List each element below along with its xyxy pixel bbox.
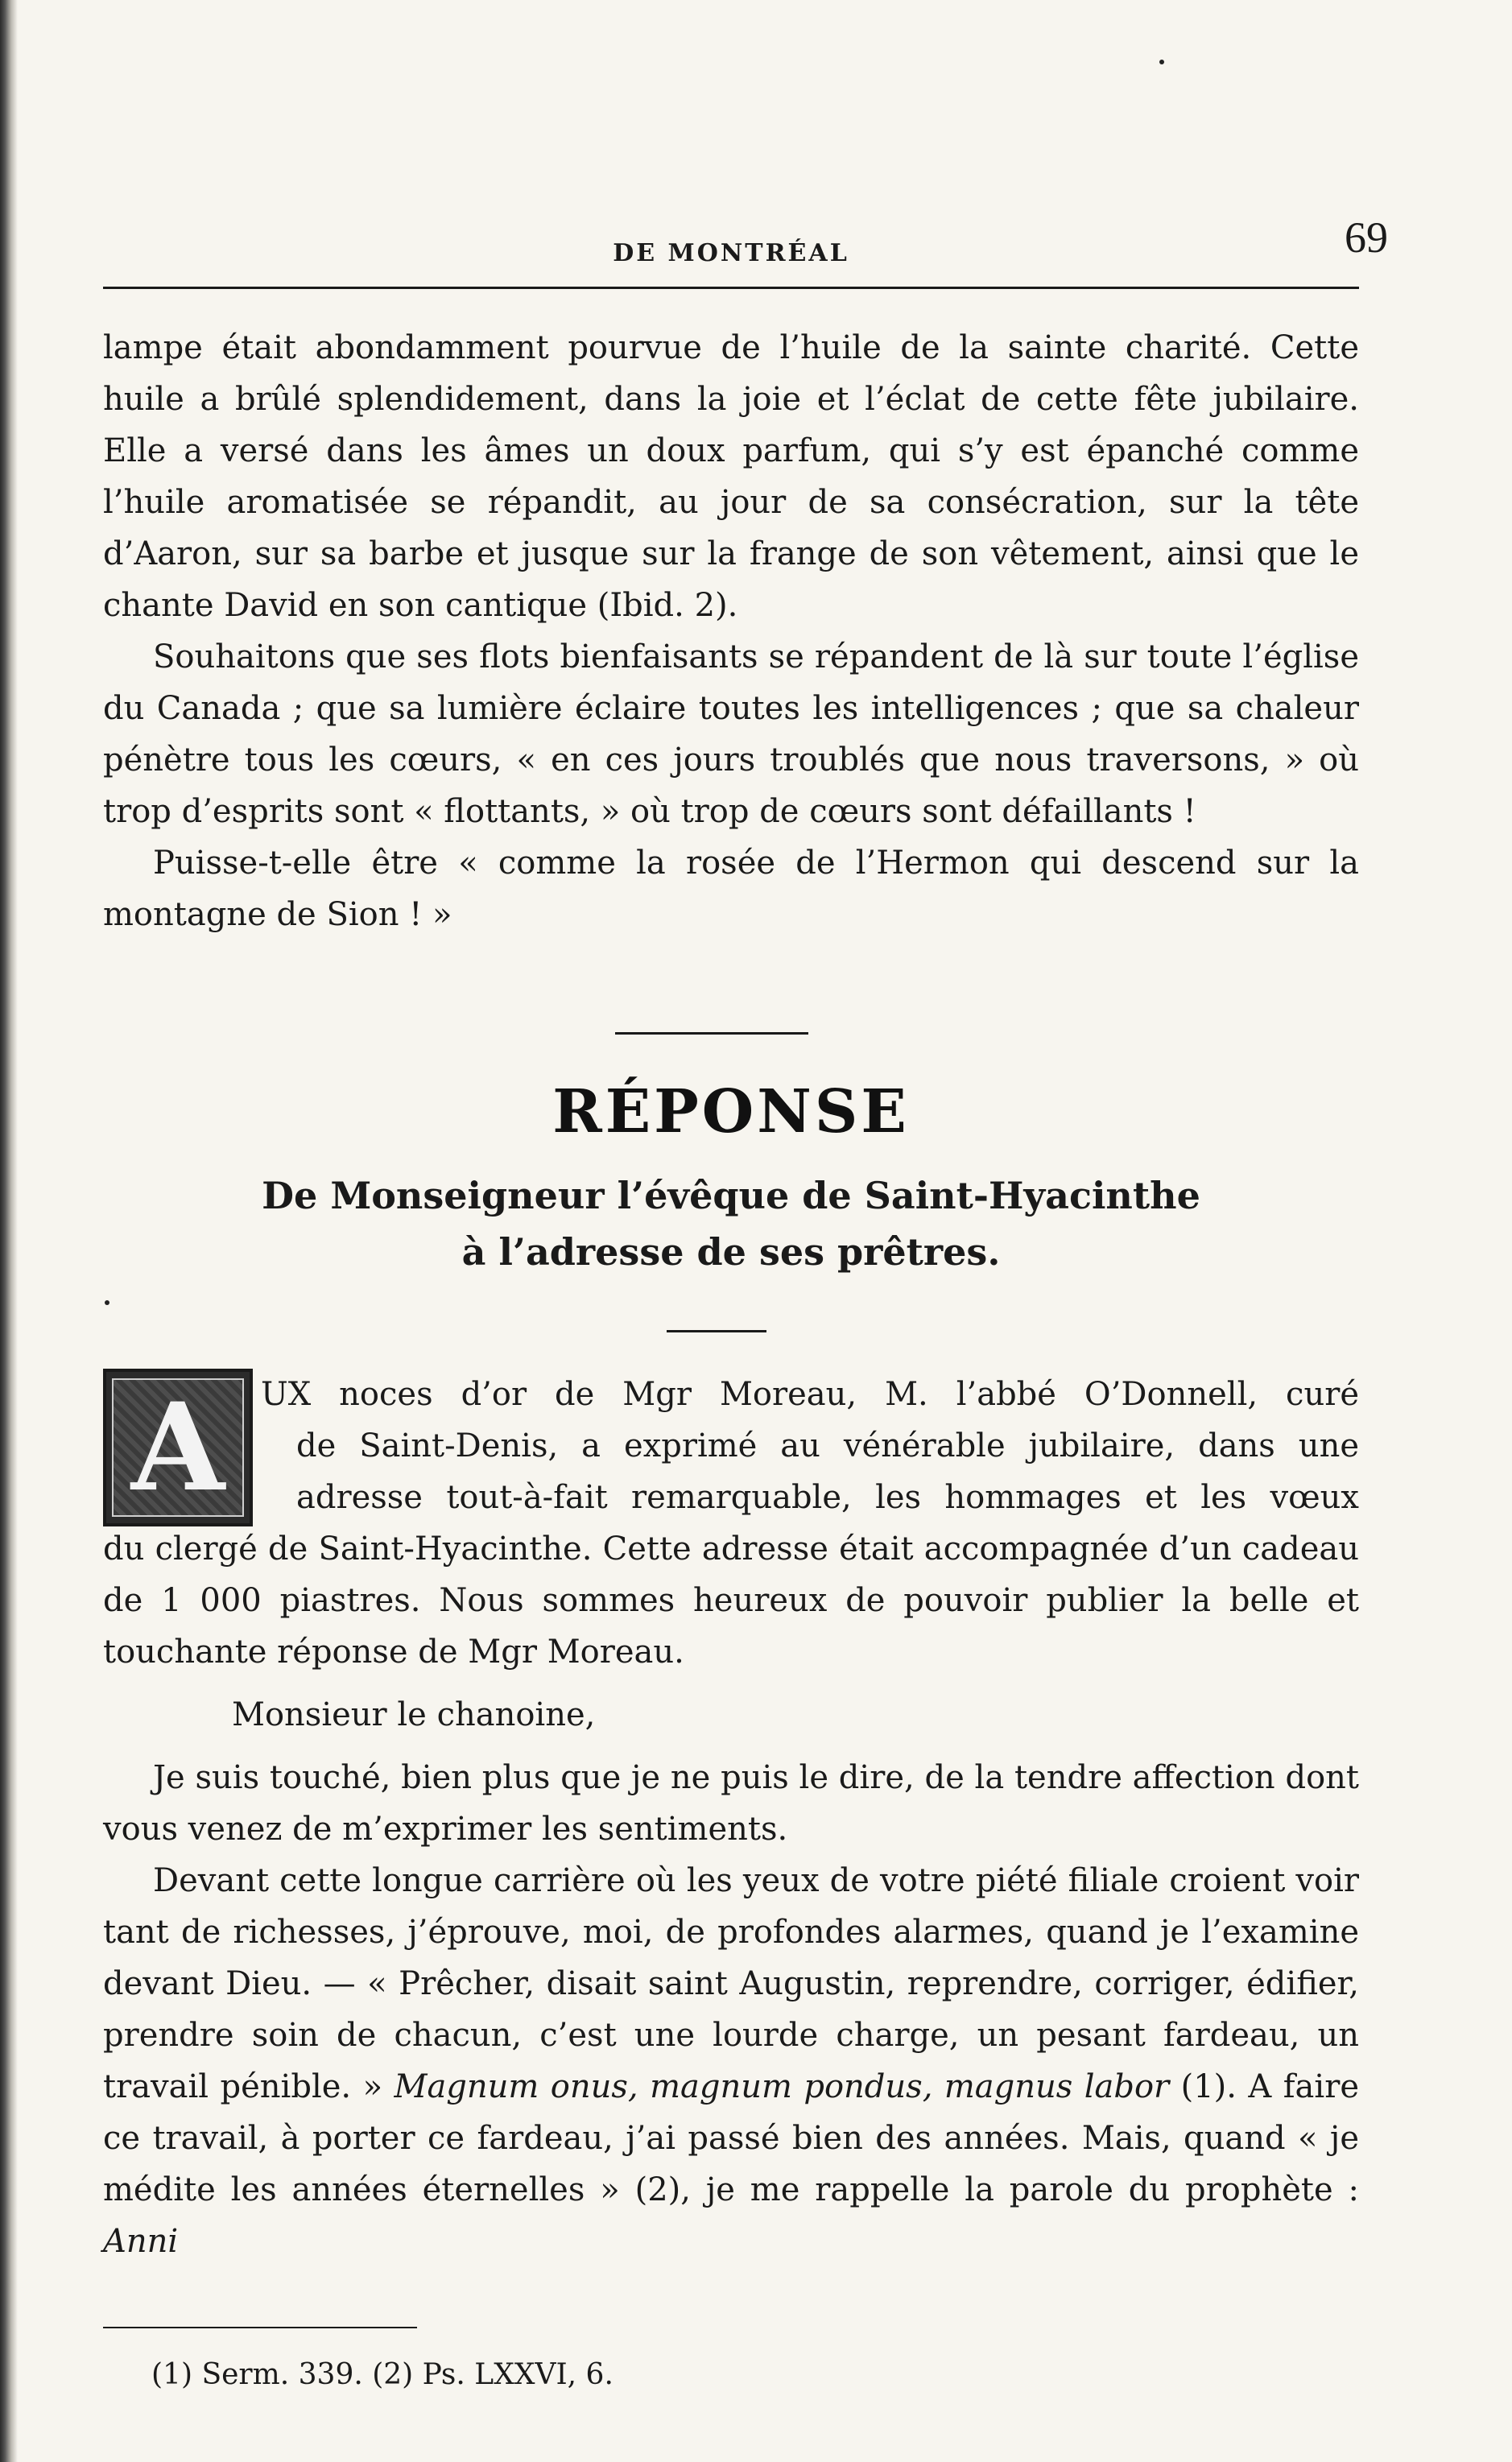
subtitle-divider [667, 1330, 766, 1332]
page-number: 69 [1345, 213, 1388, 262]
paragraph-text: Devant cette longue carrière où les yeux de votre piété filiale croient voir tant de richesses, j’éprouve, moi, de profondes alarmes, quand je l’examine devant Dieu. — « Prêcher, disait saint Augustin, reprendre, corriger, édifier, prendre soin de chacun, c’est une lourde charge, un pesant fardeau, un travail pénible. » [103, 1862, 1359, 2105]
intro-rest: du clergé de Saint-Hyacinthe. Cette adresse était accompagnée d’un cadeau de 1 000 piastres. Nous sommes heureux de pouvoir publier la belle et touchante réponse de Mgr Moreau. [103, 1530, 1359, 1671]
intro-line-3: adresse tout-à-fait remarquable, les hommages et les vœux [296, 1479, 1359, 1516]
speck [1159, 60, 1164, 64]
speck [105, 1300, 109, 1305]
paragraph: Je suis touché, bien plus que je ne puis le dire, de la tendre affection dont vous venez de m’exprimer les sentiments. [103, 1759, 1359, 1848]
text-block-letter [103, 1523, 1359, 2267]
paragraph: Puisse-t-elle être « comme la rosée de l’Hermon qui descend sur la montagne de Sion ! » [103, 845, 1359, 933]
running-title: DE MONTRÉAL [613, 239, 849, 267]
paragraph: Souhaitons que ses flots bienfaisants se répandent de là sur toute l’église du Canada ; que sa lumière éclaire toutes les intelligences ; que sa chaleur pénètre tous les cœurs, « en ces jours troublés que nous traversons, » où trop d’esprits sont « flottants, » où trop de cœurs sont défaillants ! [103, 638, 1359, 830]
latin-quote: Magnum onus, magnum pondus, magnus labor [394, 2068, 1170, 2105]
intro-line-1: UX noces d’or de Mgr Moreau, M. l’abbé O’Donnell, curé [261, 1376, 1359, 1413]
footnote: (1) Serm. 339. (2) Ps. LXXVI, 6. [151, 2358, 613, 2391]
page-header [103, 211, 1388, 267]
paragraph-last [103, 1855, 1359, 2267]
section-title: RÉPONSE [552, 1077, 910, 1146]
paragraph-text: (1). A faire ce travail, à porter ce fardeau, j’ai passé bien des années. Mais, quand « je médite les années éternelles » (2), je me rappelle la parole du prophète : [103, 2068, 1359, 2208]
book-page [103, 0, 1388, 2462]
ornamental-initial [103, 1369, 253, 1526]
header-rule [103, 287, 1359, 289]
page-binding-edge [0, 0, 18, 2462]
salutation: Monsieur le chanoine, [232, 1696, 596, 1733]
paragraph: lampe était abondamment pourvue de l’huile de la sainte charité. Cette huile a brûlé splendidement, dans la joie et l’éclat de cette fête jubilaire. Elle a versé dans les âmes un doux parfum, qui s’y est épanché comme l’huile aromatisée se répandit, au jour de sa consécration, sur la tête d’Aaron, sur sa barbe et jusque sur la frange de son vêtement, ainsi que le chante David en son cantique (Ibid. 2). [103, 329, 1359, 624]
section-subtitle-line1: De Monseigneur l’évêque de Saint-Hyacinthe [262, 1174, 1200, 1217]
text-block-top [103, 322, 1359, 940]
footnote-rule [103, 2327, 417, 2328]
section-subtitle-line2: à l’adresse de ses prêtres. [461, 1230, 1001, 1274]
intro-line-2: de Saint-Denis, a exprimé au vénérable jubilaire, dans une [296, 1427, 1359, 1464]
ornamental-initial-letter: A [130, 1377, 225, 1518]
section-divider [615, 1032, 808, 1035]
ornamental-initial-frame [112, 1378, 244, 1517]
latin-word: Anni [103, 2223, 179, 2260]
